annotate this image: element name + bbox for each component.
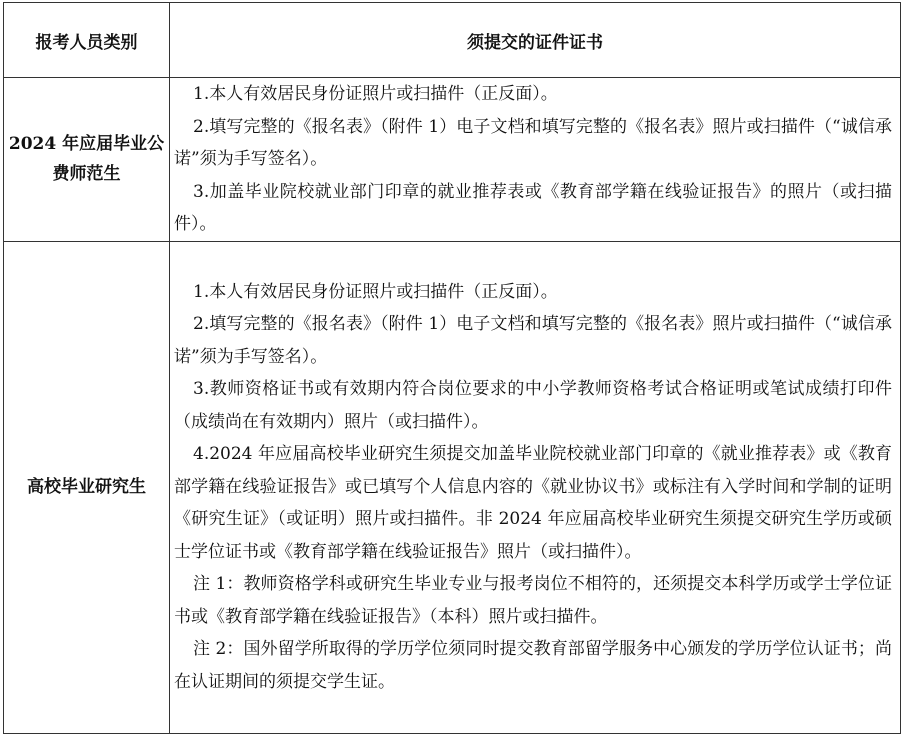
header-documents: 须提交的证件证书 [170,3,901,78]
category-label: 高校毕业研究生 [27,477,146,497]
documents-cell [170,78,901,242]
table-row [4,241,901,733]
document-item: 1.本人有效居民身份证照片或扫描件（正反面）。 [193,281,558,302]
category-cell [4,241,170,733]
category-cell [4,78,170,242]
category-label: 2024 年应届毕业公费师范生 [8,134,165,185]
document-item: 4.2024 年应届高校毕业研究生须提交加盖毕业院校就业部门印章的《就业推荐表》或《教育部学籍在线验证报告》或已填写个人信息内容的《就业协议书》或标注有入学时间和学制的证明《研究生证》（或证明）照片或扫描件。非 2024 年应届高校毕业研究生须提交研究生学历或硕士学位证书或《教育部学籍在线验证报告》照片（或扫描件）。 [174,444,892,562]
note-item: 注 2：国外留学所取得的学历学位须同时提交教育部留学服务中心颁发的学历学位认证书；尚在认证期间的须提交学生证。 [174,639,892,692]
table-row [4,78,901,242]
note-item: 注 1：教师资格学科或研究生毕业专业与报考岗位不相符的，还须提交本科学历或学士学位证书或《教育部学籍在线验证报告》（本科）照片或扫描件。 [174,574,892,627]
document-item: 2.填写完整的《报名表》（附件 1）电子文档和填写完整的《报名表》照片或扫描件（“诚信承诺”须为手写签名）。 [174,116,892,169]
document-item: 3.加盖毕业院校就业部门印章的就业推荐表或《教育部学籍在线验证报告》的照片（或扫描件）。 [174,181,892,234]
documents-cell [170,241,901,733]
header-category: 报考人员类别 [4,3,170,78]
requirements-table [3,2,901,734]
document-item: 3.教师资格证书或有效期内符合岗位要求的中小学教师资格考试合格证明或笔试成绩打印件（成绩尚在有效期内）照片（或扫描件）。 [174,379,892,432]
table-header-row [4,3,901,78]
document-item: 1.本人有效居民身份证照片或扫描件（正反面）。 [193,84,558,104]
document-item: 2.填写完整的《报名表》（附件 1）电子文档和填写完整的《报名表》照片或扫描件（“诚信承诺”须为手写签名）。 [174,314,892,367]
